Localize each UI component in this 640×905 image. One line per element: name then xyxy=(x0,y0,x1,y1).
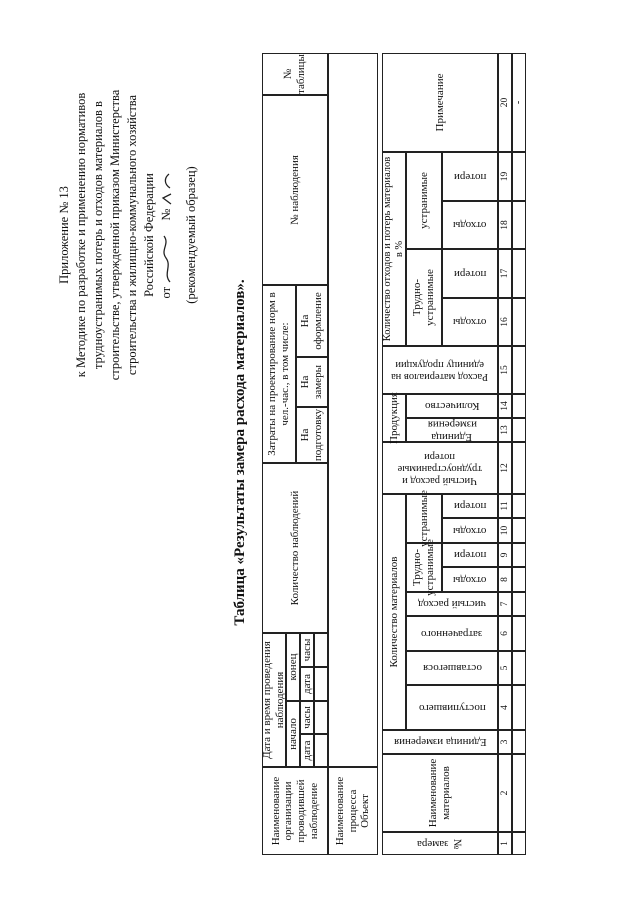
pct-hard-waste-header: отходы xyxy=(442,298,498,346)
handwritten-number xyxy=(161,172,173,206)
col-number: 6 xyxy=(498,616,512,651)
pct-hard-header: Трудно-устранимые xyxy=(406,249,442,346)
per-unit-header: Расход материалов на единицу продукции xyxy=(382,346,498,394)
col-number: 16 xyxy=(498,298,512,346)
end-hours-header: часы xyxy=(300,633,314,667)
table-cell xyxy=(512,418,526,442)
pct-easy-header: устранимые xyxy=(406,152,442,249)
table-cell xyxy=(512,592,526,616)
easy-header: устранимые xyxy=(406,494,442,543)
product-unit-header: Единица измерения xyxy=(406,418,498,442)
appendix-line-1: к Методике по разработке и применению нормативов xyxy=(74,92,88,378)
col-number: 13 xyxy=(498,418,512,442)
start-hours-value xyxy=(314,701,328,734)
table-cell xyxy=(512,201,526,249)
table-cell xyxy=(512,152,526,201)
appendix-line-5: Российской Федерации xyxy=(142,173,156,297)
col-number: 18 xyxy=(498,201,512,249)
table-cell xyxy=(512,518,526,543)
process-object-header: Наименование процесса Объект xyxy=(328,767,378,855)
pct-easy-loss-header: потери xyxy=(442,152,498,201)
labor-header: Затраты на проектирование норм в чел.-час., в том числе: xyxy=(262,285,296,463)
measure-no-header: № замера xyxy=(382,832,498,855)
easy-waste-header: отходы xyxy=(442,518,498,543)
col-number: 4 xyxy=(498,685,512,730)
table-title: Таблица «Результаты замера расхода материалов». xyxy=(232,279,248,626)
col-number: 14 xyxy=(498,394,512,418)
start-date-header: дата xyxy=(300,734,314,767)
col-number: 19 xyxy=(498,152,512,201)
note-dash-cell: - xyxy=(512,53,526,152)
table-number-header: № таблицы xyxy=(262,53,328,95)
pct-hard-loss-header: потери xyxy=(442,249,498,298)
pct-easy-waste-header: отходы xyxy=(442,201,498,249)
spent-header: затраченного xyxy=(406,616,498,651)
col-number: 11 xyxy=(498,494,512,518)
appendix-line-3: строительстве, утвержденной приказом Министерства xyxy=(108,89,122,381)
table-cell xyxy=(512,567,526,592)
table-cell xyxy=(512,651,526,685)
appendix-line-2: трудноустранимых потерь и отходов материалов в xyxy=(91,101,105,369)
received-header: поступившего xyxy=(406,685,498,730)
hard-waste-header: отходы xyxy=(442,567,498,592)
end-hours-value xyxy=(314,633,328,667)
col-number: 20 xyxy=(498,53,512,152)
appendix-date-line: от № xyxy=(158,35,175,435)
pct-header: Количество отходов и потерь материалов в % xyxy=(382,152,406,346)
end-date-value xyxy=(314,667,328,701)
measure-header: На замеры xyxy=(296,357,328,407)
table-cell xyxy=(512,249,526,298)
col-number: 12 xyxy=(498,442,512,494)
col-number: 8 xyxy=(498,567,512,592)
obs-count-header: Количество наблюдений xyxy=(262,463,328,633)
net-header: чистый расход xyxy=(406,592,498,616)
appendix-number: Приложение № 13 xyxy=(57,186,71,284)
start-hours-header: часы xyxy=(300,701,314,734)
col-number: 5 xyxy=(498,651,512,685)
table-cell xyxy=(512,616,526,651)
table-cell xyxy=(512,685,526,730)
table-cell xyxy=(512,543,526,567)
table-cell xyxy=(512,346,526,394)
table-cell xyxy=(512,494,526,518)
note-header: Примечание xyxy=(382,53,498,152)
product-qty-header: Количество xyxy=(406,394,498,418)
material-name-header: Наименование материалов xyxy=(382,754,498,832)
product-header: Продукция xyxy=(382,394,406,442)
col-number: 3 xyxy=(498,730,512,754)
table-cell xyxy=(512,442,526,494)
handwritten-date xyxy=(161,224,173,284)
unit-header: Единица измерения xyxy=(382,730,498,754)
col-number: 10 xyxy=(498,518,512,543)
col-number: 17 xyxy=(498,249,512,298)
obs-number-header: № наблюдения xyxy=(262,95,328,285)
table-cell xyxy=(512,298,526,346)
col-number: 9 xyxy=(498,543,512,567)
start-header: начало xyxy=(286,701,300,767)
format-header: На оформление xyxy=(296,285,328,357)
net-hard-header: Чистый расход и трудноустранимые потери xyxy=(382,442,498,494)
appendix-line-4: строительства и жилищно-коммунального хозяйства xyxy=(125,94,139,376)
table-cell xyxy=(512,730,526,754)
appendix-header xyxy=(56,35,200,435)
start-date-value xyxy=(314,734,328,767)
hard-loss-header: потери xyxy=(442,543,498,567)
col-number: 7 xyxy=(498,592,512,616)
table-cell xyxy=(512,832,526,855)
recommended-sample: (рекомендуемый образец) xyxy=(184,166,198,304)
prep-header: На подготовку xyxy=(296,407,328,463)
datetime-header: Дата и время проведения наблюдения xyxy=(262,633,286,767)
hard-header: Трудно-устранимые xyxy=(406,543,442,592)
end-header: конец xyxy=(286,633,300,701)
process-object-value xyxy=(328,53,378,767)
col-number: 2 xyxy=(498,754,512,832)
remaining-header: оставшегося xyxy=(406,651,498,685)
easy-loss-header: потери xyxy=(442,494,498,518)
org-name-header: Наименование организации проводившей наблюдение xyxy=(262,767,328,855)
table-cell xyxy=(512,754,526,832)
col-number: 15 xyxy=(498,346,512,394)
end-date-header: дата xyxy=(300,667,314,701)
qty-materials-header: Количество материалов xyxy=(382,494,406,730)
col-number: 1 xyxy=(498,832,512,855)
table-cell xyxy=(512,394,526,418)
